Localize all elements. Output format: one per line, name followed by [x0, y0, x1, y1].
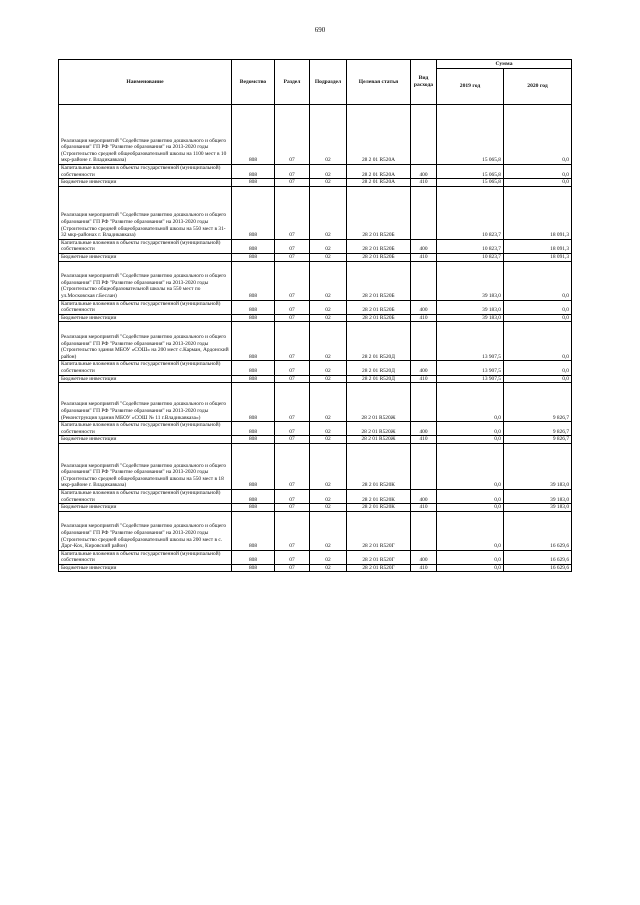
row-type [411, 443, 437, 489]
row-name: Реализация мероприятий "Содействие развитию дошкольного и общего образования" ГП РФ "Развитие образования" на 2013-2020 годы (Строительство средней общеобразовательной школы на 1100 мест в 10 мкр-районе г. Владикавказа) [59, 105, 232, 165]
column-header-subsection: Подраздел [310, 60, 347, 105]
row-2020: 0,0 [504, 322, 572, 361]
column-header-section: Раздел [275, 60, 310, 105]
row-target: 28 2 01 R520Б [347, 300, 411, 314]
column-header-sum: Сумма [437, 60, 572, 69]
row-target: 28 2 01 R520К [347, 489, 411, 503]
row-section: 07 [275, 489, 310, 503]
table-row [59, 550, 572, 564]
row-name: Капитальные вложения в объекты государственной (муниципальной) собственности [59, 361, 232, 375]
column-header-target-item: Целевая статья [347, 60, 411, 105]
row-name: Бюджетные инвестиции [59, 504, 232, 512]
row-2019: 13 907,5 [437, 361, 504, 375]
row-subsection: 02 [310, 186, 347, 239]
row-2019: 15 065,8 [437, 179, 504, 187]
row-2020: 16 629,6 [504, 564, 572, 572]
row-section: 07 [275, 105, 310, 165]
table-row [59, 322, 572, 361]
row-name: Капитальные вложения в объекты государственной (муниципальной) собственности [59, 422, 232, 436]
row-name: Бюджетные инвестиции [59, 375, 232, 383]
row-2019: 0,0 [437, 550, 504, 564]
budget-table [58, 59, 572, 572]
row-subsection: 02 [310, 361, 347, 375]
row-type: 410 [411, 564, 437, 572]
table-row [59, 239, 572, 253]
row-type: 400 [411, 361, 437, 375]
table-row [59, 179, 572, 187]
row-type: 400 [411, 550, 437, 564]
row-dept: 808 [232, 239, 275, 253]
column-header-expense-type: Вид расхода [411, 60, 437, 105]
row-subsection: 02 [310, 300, 347, 314]
row-subsection: 02 [310, 322, 347, 361]
row-2019: 39 183,0 [437, 300, 504, 314]
row-subsection: 02 [310, 443, 347, 489]
row-dept: 808 [232, 511, 275, 550]
table-row [59, 375, 572, 383]
row-type: 410 [411, 504, 437, 512]
row-section: 07 [275, 550, 310, 564]
row-dept: 808 [232, 504, 275, 512]
row-2019: 13 907,5 [437, 375, 504, 383]
row-section: 07 [275, 239, 310, 253]
row-2019: 0,0 [437, 422, 504, 436]
row-type [411, 511, 437, 550]
row-2020: 18 091,3 [504, 253, 572, 261]
row-dept: 808 [232, 322, 275, 361]
table-row [59, 511, 572, 550]
table-row [59, 443, 572, 489]
row-2019: 39 183,0 [437, 261, 504, 300]
row-subsection: 02 [310, 422, 347, 436]
row-2019: 10 823,7 [437, 253, 504, 261]
row-target: 28 2 01 R520Б [347, 253, 411, 261]
row-type: 400 [411, 489, 437, 503]
row-name: Бюджетные инвестиции [59, 179, 232, 187]
table-row [59, 253, 572, 261]
row-section: 07 [275, 261, 310, 300]
row-section: 07 [275, 322, 310, 361]
row-2020: 16 629,6 [504, 550, 572, 564]
row-dept: 808 [232, 550, 275, 564]
row-type: 410 [411, 253, 437, 261]
row-target: 28 2 01 R520Б [347, 239, 411, 253]
row-2020: 0,0 [504, 361, 572, 375]
row-name: Капитальные вложения в объекты государственной (муниципальной) собственности [59, 239, 232, 253]
row-dept: 808 [232, 165, 275, 179]
row-section: 07 [275, 383, 310, 422]
table-row [59, 564, 572, 572]
row-type: 400 [411, 239, 437, 253]
row-target: 28 2 01 R520Ж [347, 422, 411, 436]
row-2020: 0,0 [504, 179, 572, 187]
row-2019: 39 183,0 [437, 314, 504, 322]
column-header-2019: 2019 год [437, 69, 504, 105]
row-subsection: 02 [310, 253, 347, 261]
row-2019: 15 065,8 [437, 105, 504, 165]
row-2019: 0,0 [437, 443, 504, 489]
row-type: 410 [411, 375, 437, 383]
row-type: 400 [411, 422, 437, 436]
row-target: 28 2 01 R520Г [347, 511, 411, 550]
table-row [59, 361, 572, 375]
row-section: 07 [275, 314, 310, 322]
row-subsection: 02 [310, 550, 347, 564]
row-type: 400 [411, 165, 437, 179]
row-2020: 39 183,0 [504, 504, 572, 512]
row-dept: 808 [232, 436, 275, 444]
row-target: 28 2 01 R520К [347, 504, 411, 512]
row-target: 28 2 01 R520Ж [347, 436, 411, 444]
row-target: 28 2 01 R520Б [347, 314, 411, 322]
row-type [411, 383, 437, 422]
row-dept: 808 [232, 300, 275, 314]
row-type: 400 [411, 300, 437, 314]
row-dept: 808 [232, 422, 275, 436]
row-type [411, 186, 437, 239]
row-type: 410 [411, 436, 437, 444]
row-2020: 0,0 [504, 105, 572, 165]
row-2019: 15 065,8 [437, 165, 504, 179]
row-target: 28 2 01 R520Б [347, 261, 411, 300]
row-section: 07 [275, 443, 310, 489]
table-row [59, 383, 572, 422]
row-type: 410 [411, 314, 437, 322]
row-target: 28 2 01 R520Г [347, 564, 411, 572]
row-2020: 9 826,7 [504, 422, 572, 436]
row-2019: 10 823,7 [437, 186, 504, 239]
table-row [59, 489, 572, 503]
row-subsection: 02 [310, 165, 347, 179]
row-2019: 0,0 [437, 564, 504, 572]
row-target: 28 2 01 R520Д [347, 375, 411, 383]
row-section: 07 [275, 165, 310, 179]
row-name: Капитальные вложения в объекты государственной (муниципальной) собственности [59, 300, 232, 314]
column-header-name: Наименование [59, 60, 232, 105]
row-name: Бюджетные инвестиции [59, 436, 232, 444]
row-name: Реализация мероприятий "Содействие развитию дошкольного и общего образования" ГП РФ "Развитие образования" на 2013-2020 годы (Реконструкция здания МБОУ «СОШ № 11 г.Владикавказа») [59, 383, 232, 422]
row-2019: 0,0 [437, 504, 504, 512]
row-name: Реализация мероприятий "Содействие развитию дошкольного и общего образования" ГП РФ "Развитие образования" на 2013-2020 годы (Строительство общеобразовательной школы на 550 мест по ул.Московская г.Беслан) [59, 261, 232, 300]
row-dept: 808 [232, 261, 275, 300]
row-subsection: 02 [310, 314, 347, 322]
row-section: 07 [275, 375, 310, 383]
row-name: Капитальные вложения в объекты государственной (муниципальной) собственности [59, 489, 232, 503]
row-subsection: 02 [310, 489, 347, 503]
row-name: Реализация мероприятий "Содействие развитию дошкольного и общего образования" ГП РФ "Развитие образования" на 2013-2020 годы (Строительство средней общеобразовательной школы на 550 мест в 31-32 мкр-районах г. Владикавказа) [59, 186, 232, 239]
row-type: 410 [411, 179, 437, 187]
row-subsection: 02 [310, 179, 347, 187]
row-2019: 10 823,7 [437, 239, 504, 253]
row-dept: 808 [232, 186, 275, 239]
row-type [411, 322, 437, 361]
row-2020: 39 183,0 [504, 489, 572, 503]
row-name: Реализация мероприятий "Содействие развитию дошкольного и общего образования" ГП РФ "Развитие образования" на 2013-2020 годы (Строительство средней общеобразовательной школы на 200 мест в с. Дарг-Кох, Кировский район) [59, 511, 232, 550]
row-2019: 0,0 [437, 489, 504, 503]
row-target: 28 2 01 R520Б [347, 186, 411, 239]
row-dept: 808 [232, 564, 275, 572]
row-section: 07 [275, 564, 310, 572]
row-2020: 18 091,3 [504, 239, 572, 253]
row-target: 28 2 01 R520К [347, 443, 411, 489]
row-name: Бюджетные инвестиции [59, 314, 232, 322]
row-subsection: 02 [310, 504, 347, 512]
row-2020: 9 826,7 [504, 436, 572, 444]
row-subsection: 02 [310, 261, 347, 300]
row-target: 28 2 01 R520А [347, 179, 411, 187]
table-row [59, 165, 572, 179]
row-subsection: 02 [310, 564, 347, 572]
row-target: 28 2 01 R520Д [347, 361, 411, 375]
row-subsection: 02 [310, 511, 347, 550]
table-row [59, 186, 572, 239]
row-2020: 0,0 [504, 314, 572, 322]
row-dept: 808 [232, 489, 275, 503]
row-type [411, 261, 437, 300]
table-row [59, 504, 572, 512]
row-2019: 0,0 [437, 383, 504, 422]
table-row [59, 436, 572, 444]
row-dept: 808 [232, 314, 275, 322]
row-target: 28 2 01 R520Г [347, 550, 411, 564]
row-2020: 16 629,6 [504, 511, 572, 550]
row-2020: 0,0 [504, 300, 572, 314]
row-target: 28 2 01 R520А [347, 105, 411, 165]
row-section: 07 [275, 422, 310, 436]
row-section: 07 [275, 361, 310, 375]
table-row [59, 105, 572, 165]
row-type [411, 105, 437, 165]
row-2020: 18 091,3 [504, 186, 572, 239]
row-dept: 808 [232, 179, 275, 187]
row-name: Бюджетные инвестиции [59, 253, 232, 261]
row-dept: 808 [232, 375, 275, 383]
row-subsection: 02 [310, 239, 347, 253]
row-dept: 808 [232, 253, 275, 261]
row-2019: 13 907,5 [437, 322, 504, 361]
row-name: Капитальные вложения в объекты государственной (муниципальной) собственности [59, 165, 232, 179]
row-name: Реализация мероприятий "Содействие развитию дошкольного и общего образования" ГП РФ "Развитие образования" на 2013-2020 годы (Строительство здания МБОУ «СОШ» на 200 мест с.Карман, Ардонский район) [59, 322, 232, 361]
row-section: 07 [275, 511, 310, 550]
page-number: 690 [314, 26, 326, 34]
row-subsection: 02 [310, 436, 347, 444]
row-2020: 9 826,7 [504, 383, 572, 422]
row-2020: 0,0 [504, 261, 572, 300]
row-target: 28 2 01 R520А [347, 165, 411, 179]
table-row [59, 300, 572, 314]
row-section: 07 [275, 436, 310, 444]
row-section: 07 [275, 300, 310, 314]
row-section: 07 [275, 253, 310, 261]
row-section: 07 [275, 186, 310, 239]
row-section: 07 [275, 179, 310, 187]
row-2020: 0,0 [504, 375, 572, 383]
table-row [59, 261, 572, 300]
row-dept: 808 [232, 361, 275, 375]
column-header-2020: 2020 год [504, 69, 572, 105]
row-2020: 0,0 [504, 165, 572, 179]
row-2019: 0,0 [437, 511, 504, 550]
row-target: 28 2 01 R520Д [347, 322, 411, 361]
row-subsection: 02 [310, 383, 347, 422]
row-section: 07 [275, 504, 310, 512]
row-2020: 39 183,0 [504, 443, 572, 489]
row-name: Бюджетные инвестиции [59, 564, 232, 572]
row-dept: 808 [232, 443, 275, 489]
column-header-department: Ведомство [232, 60, 275, 105]
table-row [59, 422, 572, 436]
row-name: Реализация мероприятий "Содействие развитию дошкольного и общего образования" ГП РФ "Развитие образования" на 2013-2020 годы (Строительство средней общеобразовательной школы на 550 мест в 18 мкр-районе г. Владикавказа) [59, 443, 232, 489]
row-subsection: 02 [310, 375, 347, 383]
row-dept: 808 [232, 105, 275, 165]
row-2019: 0,0 [437, 436, 504, 444]
row-name: Капитальные вложения в объекты государственной (муниципальной) собственности [59, 550, 232, 564]
row-subsection: 02 [310, 105, 347, 165]
row-dept: 808 [232, 383, 275, 422]
row-target: 28 2 01 R520Ж [347, 383, 411, 422]
table-row [59, 314, 572, 322]
